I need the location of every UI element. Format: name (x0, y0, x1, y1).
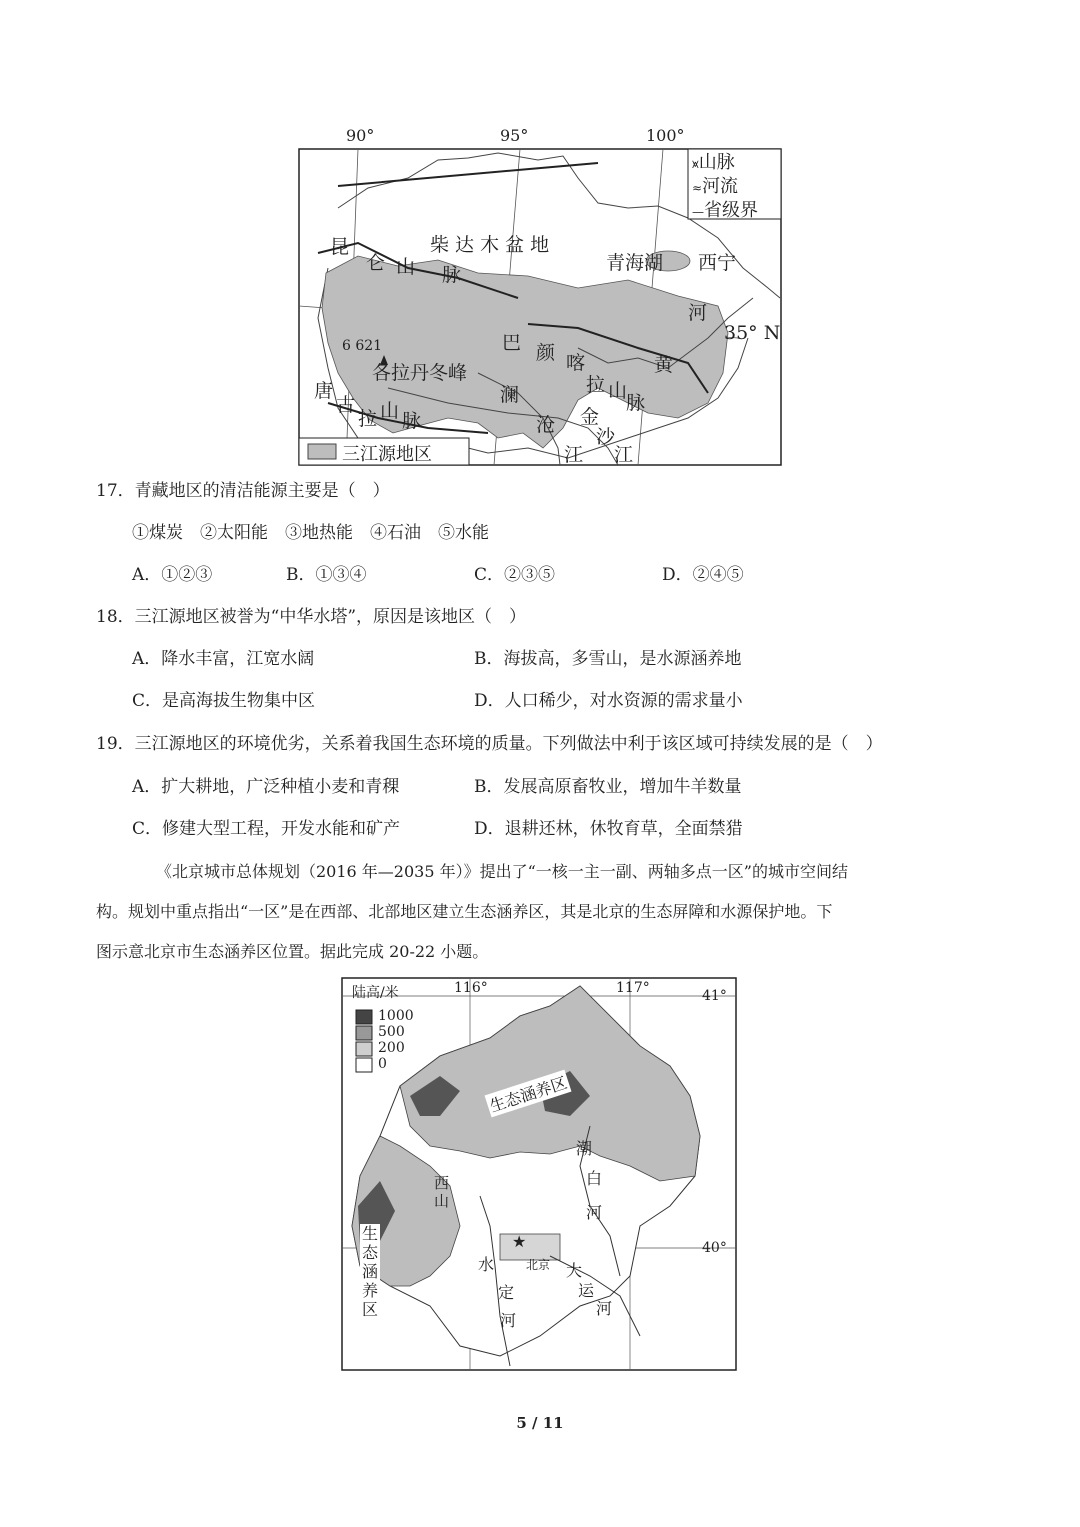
label-lancang-2: 沧 (536, 414, 556, 436)
q17-option-d: D．②④⑤ (662, 565, 744, 585)
passage-line-3: 图示意北京市生态涵养区位置。据此完成 20-22 小题。 (96, 942, 489, 961)
page-number: 5 / 11 (516, 1414, 564, 1432)
map2-legend-title: 陆高/米 (352, 985, 399, 1001)
label-bayan-1: 巴 (502, 332, 522, 354)
q18-option-d: D．人口稀少，对水资源的需求量小 (474, 691, 743, 711)
label-huang: 黄 (654, 354, 674, 376)
label-peak-height: 6 621 (342, 338, 383, 354)
map-sanjiangyuan (280, 120, 800, 470)
label-canal-2: 运 (578, 1281, 595, 1300)
label-peak-name: 各拉丹冬峰 (372, 362, 468, 384)
q18-stem: 18．三江源地区被誉为“中华水塔”，原因是该地区（ ） (96, 607, 527, 627)
q17-stem: 17．青藏地区的清洁能源主要是（ ） (96, 481, 390, 501)
legend-river: ≈河流 (692, 176, 739, 197)
label-bayan-5: 山 (608, 380, 628, 402)
legend-border: —省级界 (692, 200, 758, 221)
label-kunlun-1: 昆 (330, 236, 350, 258)
passage (96, 852, 974, 972)
q19-option-a: A．扩大耕地，广泛种植小麦和青稞 (132, 777, 400, 797)
label-lat-40: 40° (702, 1240, 727, 1256)
label-xishan-1: 西 (434, 1174, 450, 1192)
map2-legend-0: 0 (378, 1056, 387, 1072)
label-chaobai-2: 白 (586, 1169, 603, 1188)
label-jinsha-3: 江 (614, 444, 634, 466)
label-eco-zone-west (360, 1224, 380, 1319)
q19-option-d: D．退耕还林，休牧育草，全面禁猎 (474, 819, 743, 839)
label-lat-41: 41° (702, 988, 727, 1004)
label-lon-117: 117° (616, 980, 650, 996)
label-yongding-2: 定 (498, 1283, 515, 1302)
eco-zone-west-char-5: 区 (362, 1300, 379, 1319)
label-xishan-2: 山 (434, 1192, 450, 1210)
map-beijing (340, 976, 740, 1374)
label-chaobai-1: 潮 (576, 1139, 593, 1158)
q18-option-c: C．是高海拔生物集中区 (132, 691, 316, 711)
label-xining: 西宁 (698, 252, 737, 274)
label-bayan-6: 脉 (626, 392, 646, 414)
label-kunlun-3: 山 (396, 256, 416, 278)
label-kunlun-4: 脉 (442, 264, 462, 286)
q17-option-a: A．①②③ (132, 565, 213, 585)
label-beijing: 北京 (526, 1258, 551, 1272)
label-jinsha-1: 金 (580, 406, 600, 428)
label-tanggula-1: 唐 (314, 380, 334, 402)
label-tanggula-4: 山 (380, 400, 400, 422)
passage-line-2: 构。规划中重点指出“一区”是在西部、北部地区建立生态涵养区，其是北京的生态屏障和水源保护地。下 (96, 902, 833, 921)
river-legend-icon: ≈ (692, 181, 703, 195)
q19-option-b: B．发展高原畜牧业，增加牛羊数量 (474, 777, 742, 797)
label-lon-116: 116° (454, 980, 488, 996)
label-tanggula-2: 古 (336, 394, 356, 416)
q17-option-c: C．②③⑤ (474, 565, 556, 585)
label-canal-3: 河 (596, 1299, 613, 1318)
label-lancang-3: 江 (564, 444, 584, 466)
q18-option-a: A．降水丰富，江宽水阔 (132, 649, 315, 669)
eco-zone-west-char-4: 养 (362, 1281, 379, 1300)
lon-100-label: 100° (646, 126, 685, 145)
label-canal-1: 大 (566, 1261, 583, 1280)
label-bayan-3: 喀 (566, 352, 586, 374)
label-yongding-3: 河 (500, 1311, 517, 1330)
label-eco-zone-north: 生态涵养区 (485, 1070, 572, 1118)
label-lat-35: 35° N (724, 322, 781, 344)
q17-items: ①煤炭 ②太阳能 ③地热能 ④石油 ⑤水能 (132, 523, 489, 543)
label-bayan-2: 颜 (536, 342, 556, 364)
q19-option-c: C．修建大型工程，开发水能和矿产 (132, 819, 401, 839)
label-kunlun-2: 仑 (366, 252, 386, 274)
passage-line-1: 《北京城市总体规划（2016 年—2035 年）》提出了“一核一主一副、两轴多点一区”的城市空间结 (156, 862, 848, 881)
label-qinghai-lake: 青海湖 (606, 252, 664, 274)
q18-option-b: B．海拔高，多雪山，是水源涵养地 (474, 649, 742, 669)
eco-zone-west-char-3: 涵 (362, 1262, 379, 1281)
label-tanggula-3: 拉 (358, 408, 378, 430)
map2-legend-500: 500 (378, 1024, 405, 1040)
label-qaidam: 柴 达 木 盆 地 (430, 234, 550, 256)
label-bayan-4: 拉 (586, 374, 606, 396)
eco-zone-west-char-1: 生 (362, 1224, 379, 1243)
label-he: 河 (688, 302, 708, 324)
map2-legend-1000: 1000 (378, 1008, 414, 1024)
label-lancang-1: 澜 (500, 384, 520, 406)
beijing-star-icon: ★ (512, 1232, 527, 1251)
legend-region: 三江源地区 (342, 444, 432, 465)
eco-zone-west-char-2: 态 (362, 1243, 379, 1262)
map2-legend-200: 200 (378, 1040, 405, 1056)
lon-90-label: 90° (346, 126, 375, 145)
border-legend-icon: — (692, 205, 704, 219)
q17-option-b: B．①③④ (286, 565, 367, 585)
lon-95-label: 95° (500, 126, 529, 145)
q19-stem: 19．三江源地区的环境优劣，关系着我国生态环境的质量。下列做法中利于该区域可持续发展的是（ ） (96, 734, 883, 754)
label-yongding-1: 水 (478, 1255, 495, 1274)
label-chaobai-3: 河 (586, 1203, 603, 1222)
mountain-legend-icon: ⩙ (692, 157, 699, 171)
legend-mountain: ⩙山脉 (692, 152, 735, 173)
label-tanggula-5: 脉 (402, 410, 422, 432)
label-jinsha-2: 沙 (596, 426, 616, 448)
